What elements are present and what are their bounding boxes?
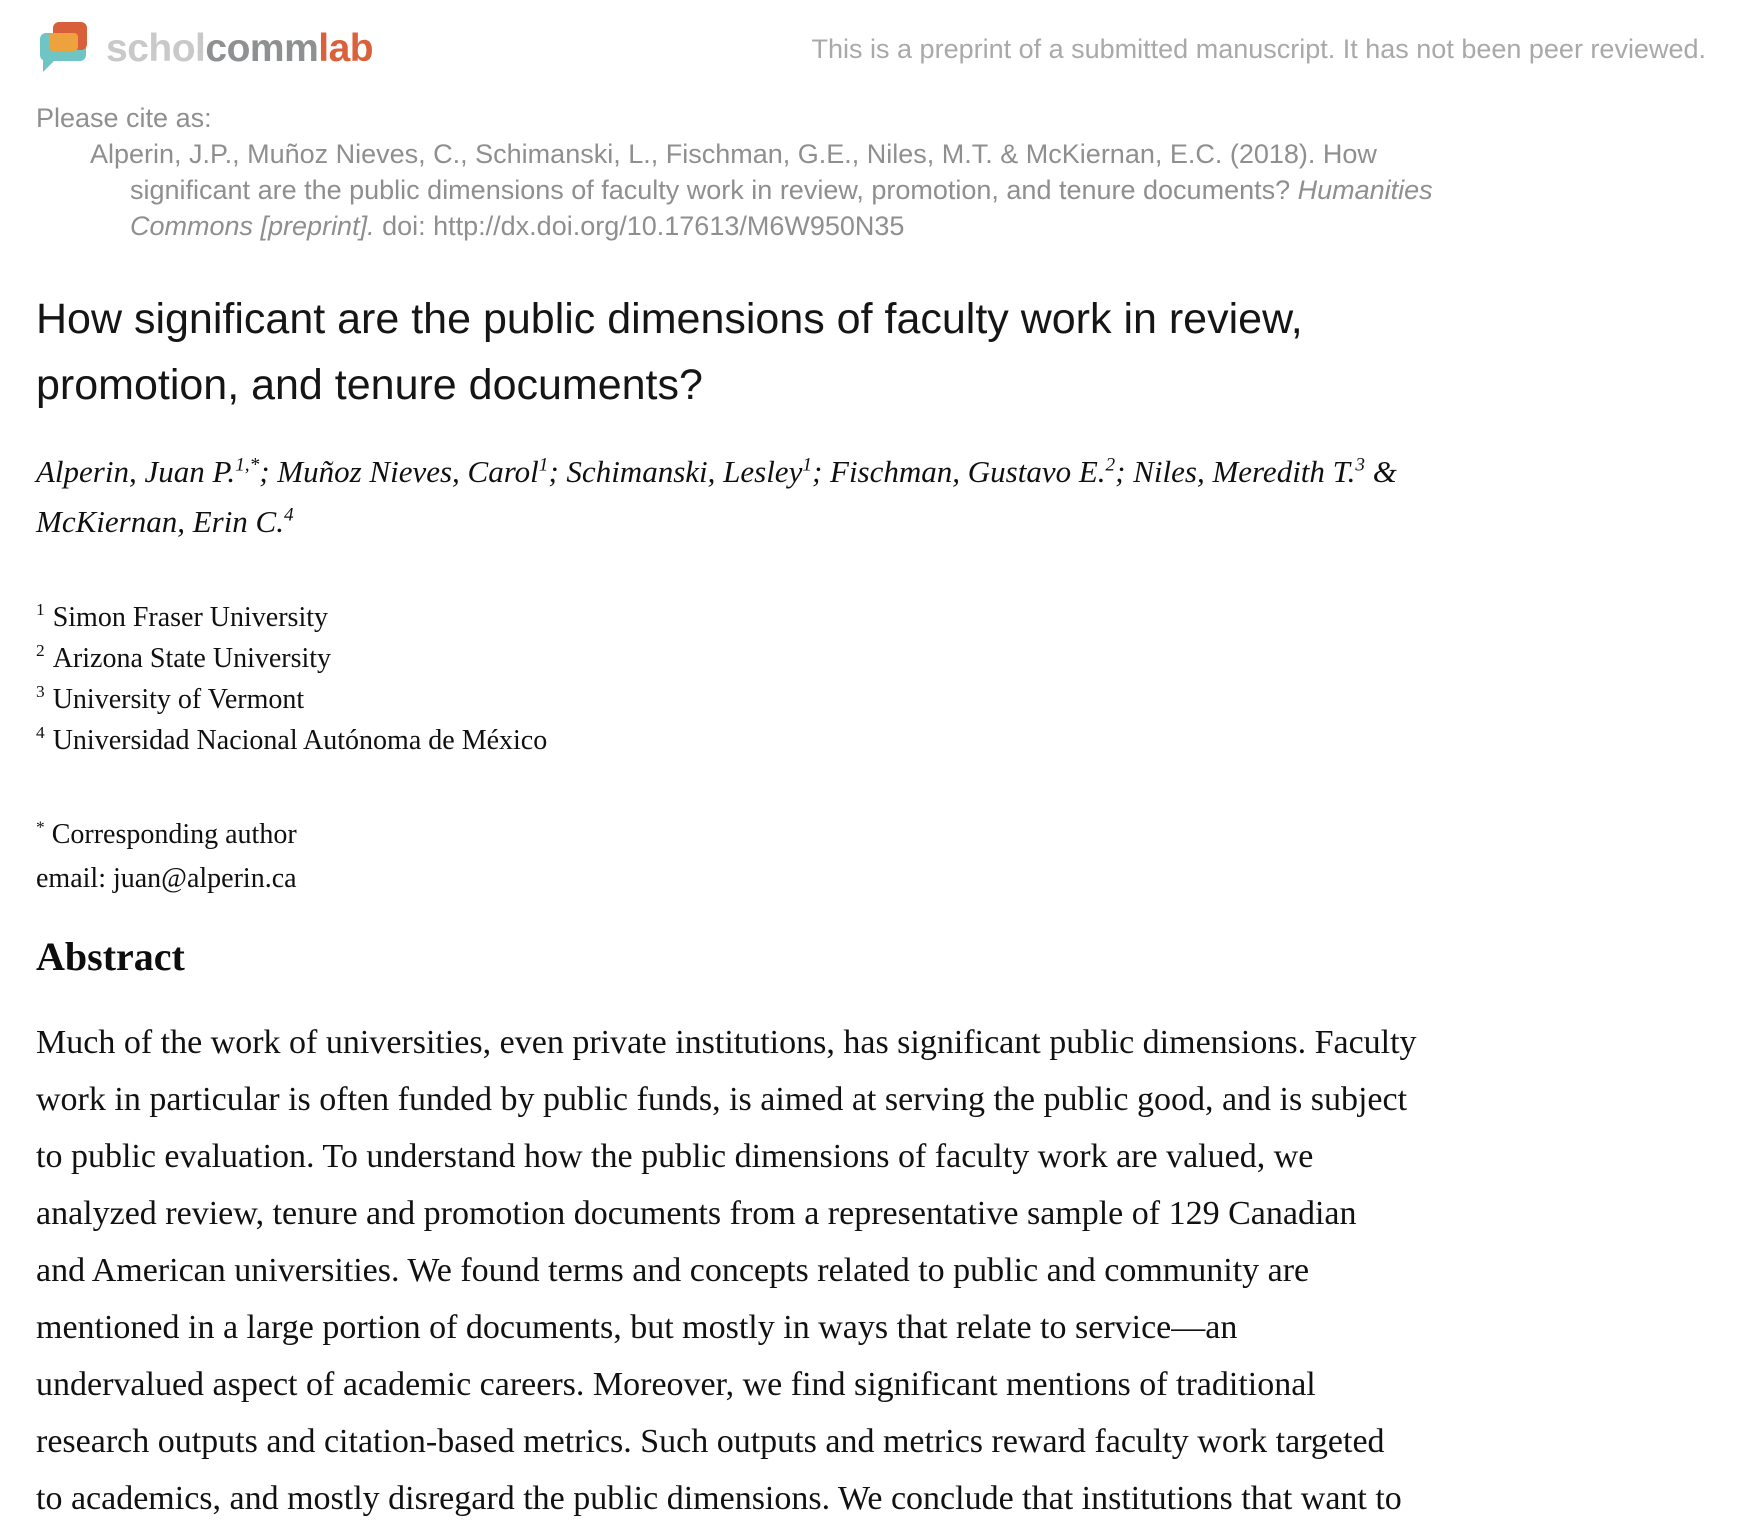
author-name: McKiernan, Erin C. <box>36 503 284 539</box>
teal-bubble-tail-shape <box>43 59 56 72</box>
corresponding-email: email: juan@alperin.ca <box>36 862 297 894</box>
author-affiliation-marker: 1 <box>802 454 812 476</box>
abstract-heading: Abstract <box>36 933 185 979</box>
citation-block <box>36 100 1706 244</box>
affiliation-list <box>36 597 1706 761</box>
author-affiliation-marker: 2 <box>1105 454 1116 476</box>
author-name: Alperin, Juan P. <box>36 453 236 489</box>
author-affiliation-marker: 1,* <box>235 454 260 476</box>
citation-journal-name: Commons [preprint]. <box>130 211 375 241</box>
affiliation-name: University of Vermont <box>52 683 305 715</box>
citation-line-1 <box>90 136 1706 172</box>
citation-text: Alperin, J.P., Muñoz Nieves, C., Schimanski, L., Fischman, G.E., Niles, M.T. & McKiernan, E.C. (2018). How <box>90 139 1377 169</box>
scholcommlab-logo <box>36 22 373 74</box>
affiliation-item <box>36 638 1706 679</box>
affiliation-number: 4 <box>36 723 45 743</box>
cite-as-label: Please cite as: <box>36 103 212 133</box>
abstract-line: to academics, and mostly disregard the public dimensions. We conclude that institutions that want to <box>36 1479 1402 1517</box>
paper-title-line-2: promotion, and tenure documents? <box>36 361 703 409</box>
citation-doi: doi: http://dx.doi.org/10.17613/M6W950N35 <box>374 211 905 241</box>
affiliation-name: Arizona State University <box>52 642 332 674</box>
author-separator: & <box>1364 453 1397 489</box>
page-header <box>36 22 1706 74</box>
abstract-line: and American universities. We found terms and concepts related to public and community are <box>36 1251 1310 1289</box>
corresponding-asterisk: * <box>36 817 45 837</box>
author-name: ; Schimanski, Lesley <box>548 453 803 489</box>
affiliation-number: 2 <box>36 641 45 661</box>
author-affiliation-marker: 1 <box>538 454 549 476</box>
abstract-line: to public evaluation. To understand how the public dimensions of faculty work are valued, we <box>36 1137 1314 1175</box>
citation-text: significant are the public dimensions of faculty work in review, promotion, and tenure documents? <box>130 175 1298 205</box>
chat-bubbles-icon <box>36 22 90 74</box>
author-name: ; Niles, Meredith T. <box>1115 453 1356 489</box>
logo-wordmark <box>106 26 374 70</box>
affiliation-name: Simon Fraser University <box>52 601 328 633</box>
citation-journal-name: Humanities <box>1297 175 1433 205</box>
abstract-text <box>36 1014 1706 1527</box>
abstract-line: undervalued aspect of academic careers. Moreover, we find significant mentions of traditional <box>36 1365 1316 1403</box>
paper-title <box>36 286 1706 418</box>
corresponding-author-block <box>36 813 1706 901</box>
preprint-notice: This is a preprint of a submitted manuscript. It has not been peer reviewed. <box>811 34 1706 64</box>
paper-title-line-1: How significant are the public dimensions of faculty work in review, <box>36 295 1303 343</box>
affiliation-number: 3 <box>36 682 45 702</box>
author-affiliation-marker: 3 <box>1355 454 1365 476</box>
abstract-line: analyzed review, tenure and promotion documents from a representative sample of 129 Canadian <box>36 1194 1357 1232</box>
affiliation-item <box>36 679 1706 720</box>
logo-text-lab: lab <box>318 26 374 70</box>
affiliation-number: 1 <box>36 600 45 620</box>
author-list-line-1 <box>36 447 1706 497</box>
abstract-line: work in particular is often funded by public funds, is aimed at serving the public good, and is subject <box>36 1080 1408 1118</box>
logo-text-comm: comm <box>205 26 319 70</box>
logo-text-schol: schol <box>106 26 206 70</box>
light-orange-inner-shape <box>49 33 78 51</box>
abstract-line: mentioned in a large portion of documents, but mostly in ways that relate to service—an <box>36 1308 1238 1346</box>
citation-line-3 <box>130 208 1706 244</box>
author-name: ; Fischman, Gustavo E. <box>811 453 1106 489</box>
author-list <box>36 447 1706 547</box>
affiliation-item <box>36 597 1706 638</box>
abstract-line: research outputs and citation-based metrics. Such outputs and metrics reward faculty work targeted <box>36 1422 1385 1460</box>
author-affiliation-marker: 4 <box>284 504 294 526</box>
author-name: ; Muñoz Nieves, Carol <box>259 453 539 489</box>
corresponding-author-note <box>36 813 1706 857</box>
affiliation-name: Universidad Nacional Autónoma de México <box>52 724 548 756</box>
affiliation-item <box>36 720 1706 761</box>
citation-line-2 <box>130 172 1706 208</box>
corresponding-label: Corresponding author <box>44 818 297 850</box>
abstract-line: Much of the work of universities, even private institutions, has significant public dimensions. Faculty <box>36 1023 1417 1061</box>
author-list-line-2 <box>36 497 1706 547</box>
